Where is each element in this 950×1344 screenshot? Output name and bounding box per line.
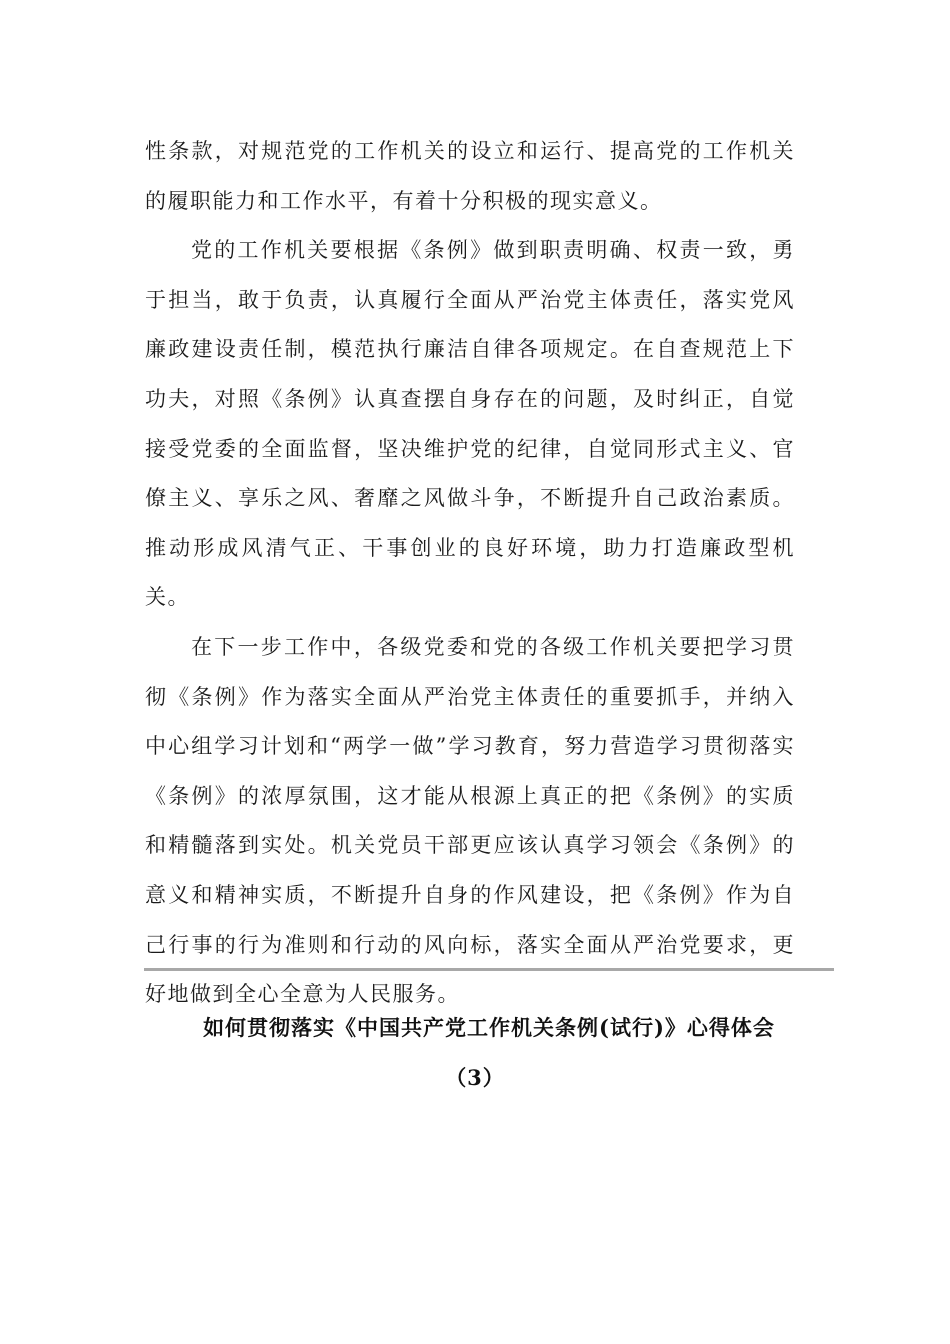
article-number: （3） <box>445 1065 505 1090</box>
document-body <box>145 127 795 1020</box>
body-paragraph: 在下一步工作中，各级党委和党的各级工作机关要把学习贯彻《条例》作为落实全面从严治党主体责任的重要抓手，并纳入中心组学习计划和“两学一做”学习教育，努力营造学习贯彻落实《条例》的浓厚氛围，这才能从根源上真正的把《条例》的实质和精髓落到实处。机关党员干部更应该认真学习领会《条例》的意义和精神实质，不断提升自身的作风建设，把《条例》作为自己行事的行为准则和行动的风向标，落实全面从严治党要求，更好地做到全心全意为人民服务。 <box>145 634 795 1007</box>
article-title: 如何贯彻落实《中国共产党工作机关条例(试行)》心得体会 <box>203 1015 775 1040</box>
body-paragraph: 党的工作机关要根据《条例》做到职责明确、权责一致，勇于担当，敢于负责，认真履行全面从严治党主体责任，落实党风廉政建设责任制，模范执行廉洁自律各项规定。在自查规范上下功夫，对照《条例》认真查摆自身存在的问题，及时纠正，自觉接受党委的全面监督，坚决维护党的纪律，自觉同形式主义、官僚主义、享乐之风、奢靡之风做斗争，不断提升自己政治素质。推动形成风清气正、干事创业的良好环境，助力打造廉政型机关。 <box>145 238 795 610</box>
section-divider <box>144 968 834 971</box>
body-paragraph-continued: 性条款，对规范党的工作机关的设立和运行、提高党的工作机关的履职能力和工作水平，有着十分积极的现实意义。 <box>145 139 795 213</box>
